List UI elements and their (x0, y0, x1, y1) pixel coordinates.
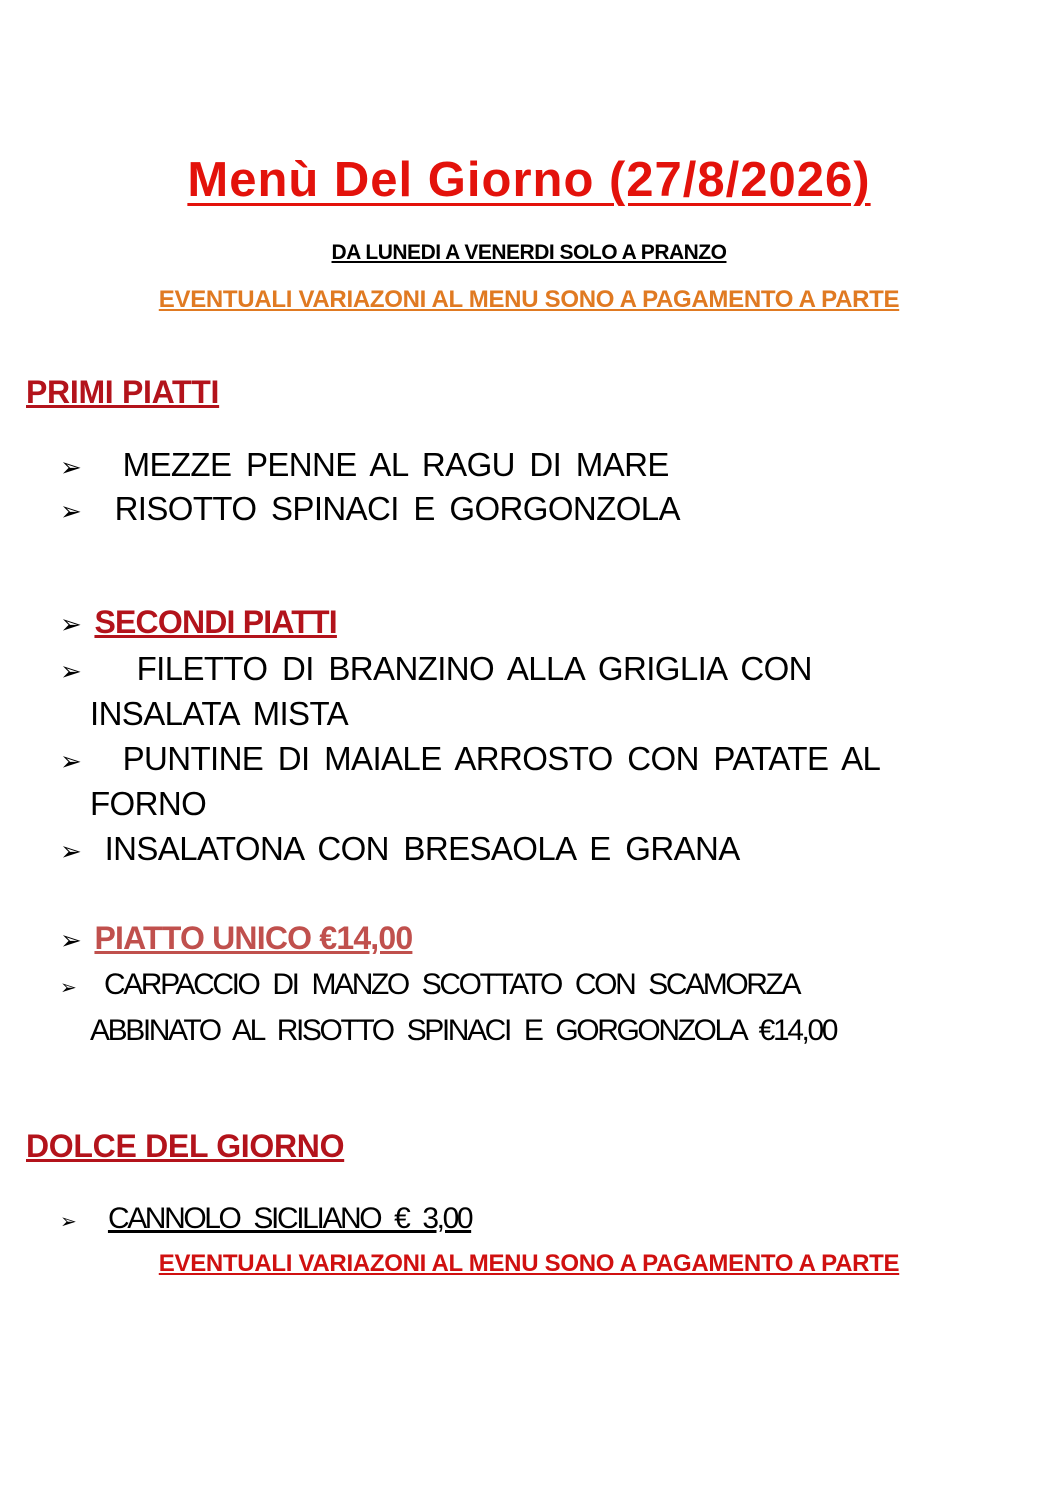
primi-piatti-heading: PRIMI PIATTI (26, 374, 220, 410)
arrowhead-bullet-icon: ➢ (60, 657, 82, 687)
arrowhead-bullet-icon: ➢ (60, 926, 82, 956)
list-item (60, 490, 680, 528)
arrowhead-bullet-icon: ➢ (60, 1209, 75, 1233)
list-item (60, 446, 669, 484)
arrowhead-bullet-icon: ➢ (60, 975, 75, 999)
list-item (60, 830, 740, 868)
list-item (60, 650, 812, 688)
list-item (60, 1202, 471, 1236)
dish-name: INSALATONA CON BRESAOLA E GRANA (104, 830, 740, 867)
variations-notice-bottom: EVENTUALI VARIAZONI AL MENU SONO A PAGAMENTO A PARTE (158, 1250, 900, 1277)
service-days-subtitle: DA LUNEDI A VENERDI SOLO A PRANZO (331, 241, 727, 264)
dish-name-continuation: INSALATA MISTA (90, 695, 348, 732)
arrowhead-bullet-icon: ➢ (60, 837, 82, 867)
piatto-unico-heading: PIATTO UNICO €14,00 (94, 920, 413, 956)
piatto-unico-header-row (60, 920, 412, 957)
dolce-heading: DOLCE DEL GIORNO (26, 1128, 345, 1164)
dish-name: FILETTO DI BRANZINO ALLA GRIGLIA CON (136, 650, 812, 687)
list-item (60, 968, 799, 1002)
dish-name: MEZZE PENNE AL RAGU DI MARE (122, 446, 669, 483)
dish-name: RISOTTO SPINACI E GORGONZOLA (114, 490, 680, 527)
dish-name: PUNTINE DI MAIALE ARROSTO CON PATATE AL (122, 740, 881, 777)
secondi-piatti-heading: SECONDI PIATTI (94, 604, 337, 640)
variations-notice-top: EVENTUALI VARIAZONI AL MENU SONO A PAGAMENTO A PARTE (158, 286, 900, 313)
arrowhead-bullet-icon: ➢ (60, 610, 82, 640)
secondi-piatti-header-row (60, 604, 337, 641)
list-item (60, 740, 880, 778)
arrowhead-bullet-icon: ➢ (60, 497, 82, 527)
arrowhead-bullet-icon: ➢ (60, 747, 82, 777)
dessert-name: CANNOLO SICILIANO € 3,00 (107, 1202, 472, 1235)
dish-name: CARPACCIO DI MANZO SCOTTATO CON SCAMORZA (103, 968, 800, 1001)
menu-title: Menù Del Giorno (27/8/2026) (187, 153, 871, 207)
arrowhead-bullet-icon: ➢ (60, 453, 82, 483)
dish-name-continuation: ABBINATO AL RISOTTO SPINACI E GORGONZOLA €14,00 (90, 1014, 837, 1047)
dish-name-continuation: FORNO (90, 785, 207, 822)
